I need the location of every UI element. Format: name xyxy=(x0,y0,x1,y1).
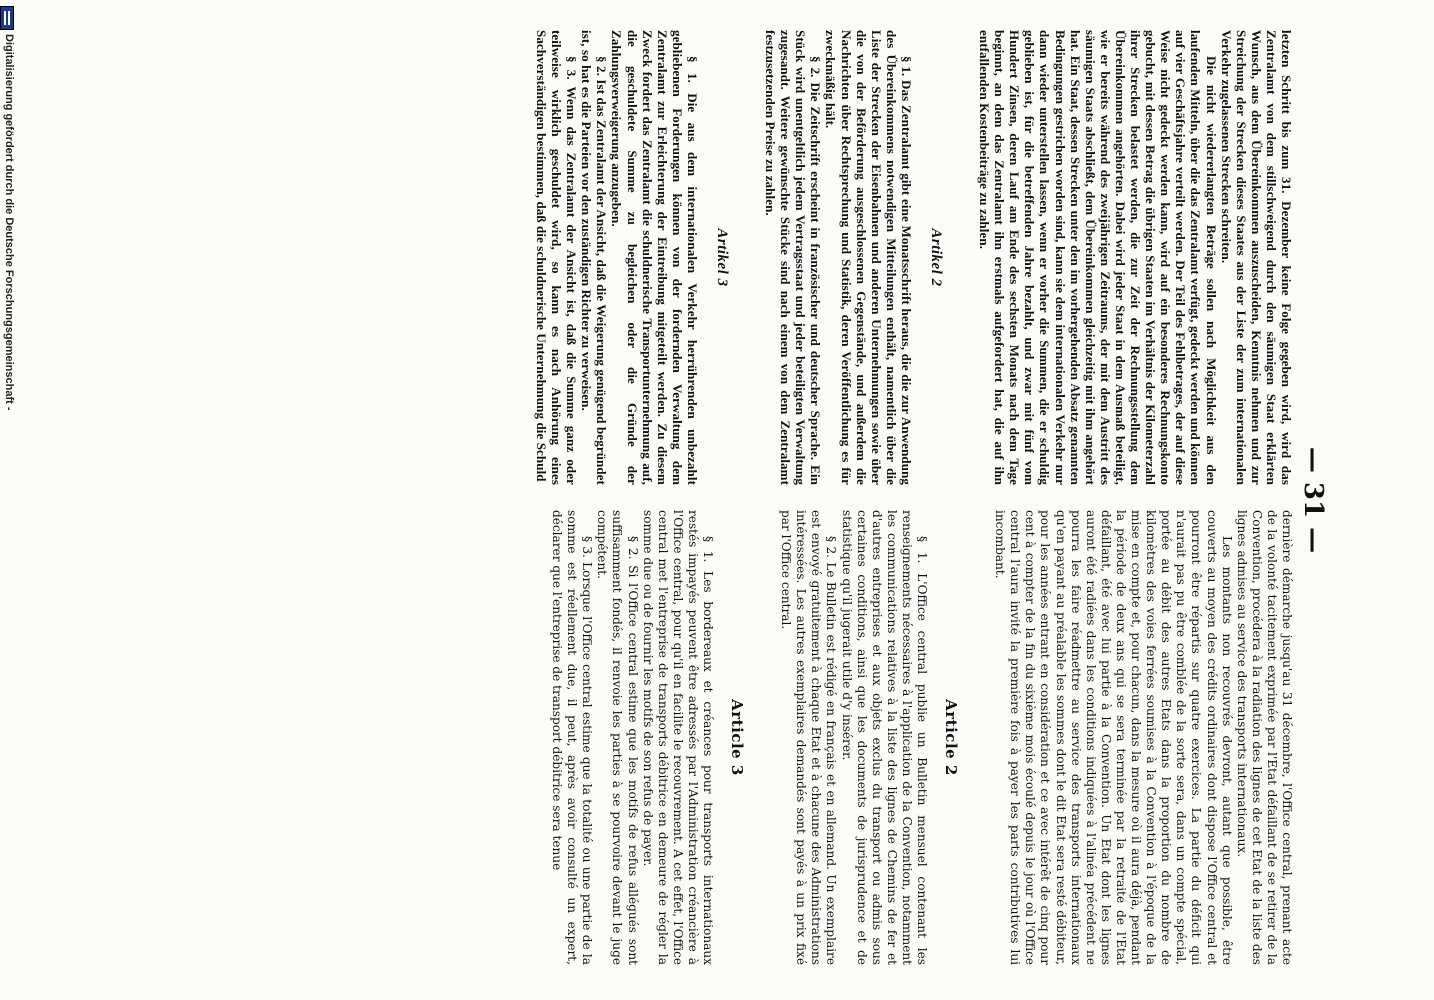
german-article-2-heading: Artikel 2 xyxy=(928,228,945,287)
dfg-logo-icon xyxy=(0,6,14,30)
page-number: — 31 — xyxy=(1298,446,1328,554)
digitization-footer xyxy=(0,0,14,1000)
german-art3-section-2: § 2. Ist das Zentralamt der Ansicht, daß die Weigerung genügend begründet ist, so hat es die Parteien vor den zuständigen Richter zu verweisen. xyxy=(579,30,610,485)
german-art2-section-1: § 1. Das Zentralamt gibt eine Monatsschrift heraus, die die zur Anwendung des Übereinkommens notwendigen Mitteilungen enthält, namentlich über die Liste der Strecken der Eisenbahnen und anderen Unternehmungen sowie über die von der Beförderung ausgeschlossenen Gegenstände, und außerdem die Nachrichten über Rechtsprechung und Statistik, deren Veröffentlichung es für zweckmäßig hält. xyxy=(823,30,914,485)
german-art2-section-2: § 2. Die Zeitschrift erscheint in französischer und deutscher Sprache. Ein Stück wird unentgeltlich jedem Vertragsstaat und jeder beteiligten Verwaltung zugesandt. Weitere gewünschte Stücke sind nach einem von dem Zentralamt festzusetzenden Preise zu zahlen. xyxy=(763,30,824,485)
german-paragraph-2: Die nicht wiedererlangten Beträge sollen nach Möglichkeit aus den laufenden Mitteln, über die das Zentralamt verfügt, gedeckt werden und können auf vier Geschäftsjahre verteilt werden. Der Teil des Fehlbetrages, der auf diese Weise nicht gedeckt werden kann, wird auf ein besonderes Rechnungskonto gebucht, mit dessen Betrag die übrigen Staaten im Verhältnis der Kilometerzahl ihrer Strecken belastet werden, die zur Zeit der Rechnungsstellung dem Übereinkommen angehörten. Dabei wird jeder Staat in dem Ausmaß beteiligt, wie er bereits während des zweijährigen Zeitraums, der mit dem Austritt des säumigen Staats abschließt, dem Übereinkommen gleichzeitig mit ihm angehört hat. Ein Staat, dessen Strecken unter den im vorhergehenden Absatz genannten Bedingungen gestrichen worden sind, kann sie dem internationalen Verkehr nur dann wieder unterstellen lassen, wenn er vorher die Summen, die er schuldig geblieben ist, für die betreffenden Jahre bezahlt, und zwar mit fünf vom Hundert Zinsen, deren Lauf am Ende des sechsten Monats nach dem Tage beginnt, an dem das Zentralamt ihn erstmals aufgefordert hat, die auf ihn entfallenden Kostenbeiträge zu zahlen. xyxy=(977,30,1219,485)
german-intro-paragraph: letzten Schritt bis zum 31. Dezember keine Folge gegeben wird, wird das Zentralamt von dem stillschweigend durch den säumigen Staat erklärten Wunsch, aus dem Übereinkommen auszuscheiden, Kenntnis nehmen und zur Streichung der Strecken dieses Staates aus der Liste der zum internationalen Verkehr zugelassenen Strecken schreiten. xyxy=(1218,30,1294,485)
french-paragraph-2: Les montants non recouvrés devront, autant que possible, être couverts au moyen des crédits ordinaires dont dispose l'Office central et pourront être répartis sur quatre exercices. La partie du déficit qui n'aurait pas pu être comblée de la sorte sera, dans un compte spécial, portée au débit des autres Etats dans la proportion du nombre de kilomètres des voies ferrées soumises à la Convention à l'époque de la mise en compte et, pour chacun, dans la mesure où il aura déjà, pendant la période de deux ans qui se sera terminée par la retraite de l'Etat défaillant, été avec lui partie à la Convention. Un Etat dont les lignes auront été radiées dans les conditions indiquées à l'alinéa précédent ne pourra les faire réadmettre au service des transports internationaux qu'en payant au préalable les sommes dont le dit Etat sera resté débiteur, pour les années entrant en considération et ce avec intérêt de cinq pour cent à compter de la fin du sixième mois écoulé depuis le jour où l'Office central l'aura invité la première fois à payer les parts contributives lui incombant. xyxy=(993,510,1234,965)
french-art3-section-3: § 3. Lorsque l'Office central estime que la totalité ou une partie de la somme est réellement due, il peut, après avoir consulté un expert, déclarer que l'entreprise de transport débitrice sera tenue xyxy=(550,510,595,965)
french-art3-section-2: § 2. Si l'Office central estime que les motifs de refus allégués sont suffisamment fondés, il renvoie les parties à se pourvoire devant le juge compétent. xyxy=(595,510,640,965)
german-art3-section-3: § 3. Wenn das Zentralamt der Ansicht ist, daß die Summe ganz oder teilweise wirklich geschuldet wird, so kann es nach Anhörung eines Sachverständigen bestimmen, daß die schuldnerische Unternehmung die Schuld xyxy=(533,30,580,485)
french-art2-section-1: § 1. L'Office central publie un Bulletin mensuel contenant les renseignements nécessaires à l'application de la Convention, notamment les communications relatives à la liste des lignes de Chemins de fer et d'autres entreprises et aux objets exclus du transport ou admis sous certaines conditions, ainsi que les documents de jurisprudence et de statistique qu'il jugerait utile d'y insérer. xyxy=(839,510,930,965)
french-art2-section-2: § 2. Le Bulletin est rédigé en français et en allemand. Un exemplaire est envoyé gratuitement à chaque Etat et à chacune des Administrations intéressées. Les autres exemplaires demandés sont payés à un prix fixé par l'Office central. xyxy=(779,510,839,965)
german-article-3-heading: Artikel 3 xyxy=(714,228,730,287)
french-intro-paragraph: dernière démarche jusqu'au 31 décembre, l'Office central, prenant acte de la volonté tacitement exprimée par l'Etat défaillant de se retirer de la Convention, procédera à la radiation des lignes de cet Etat de la liste des lignes admises au service des transports internationaux. xyxy=(1234,510,1294,965)
german-column xyxy=(534,30,1294,485)
digitization-credit: Digitalisierung gefördert durch die Deutsche Forschungsgemeinschaft - xyxy=(3,34,15,411)
french-article-2-heading: Article 2 xyxy=(942,699,961,776)
french-article-3-heading: Article 3 xyxy=(728,699,747,776)
german-art3-section-1: § 1. Die aus dem internationalen Verkehr herrührenden unbezahlt gebliebenen Forderungen können von der fordernden Verwaltung dem Zentralamt zur Erleichterung der Eintreibung mitgeteilt werden. Zu diesem Zweck fordert das Zentralamt die schuldnerische Transportunternehmung auf, die geschuldete Summe zu begleichen oder die Gründe der Zahlungsverweigerung anzugeben. xyxy=(609,30,700,485)
french-column xyxy=(549,510,1294,965)
french-art3-section-1: § 1. Les bordereaux et créances pour transports internationaux restés impayés peuvent être adressés par l'Administration créancière à l'Office central, pour qu'il en facilite le recouvrement. A cet effet, l'Office central met l'entreprise de transports débitrice en demeure de régler la somme due ou de fournir les motifs de son refus de payer. xyxy=(640,510,715,965)
